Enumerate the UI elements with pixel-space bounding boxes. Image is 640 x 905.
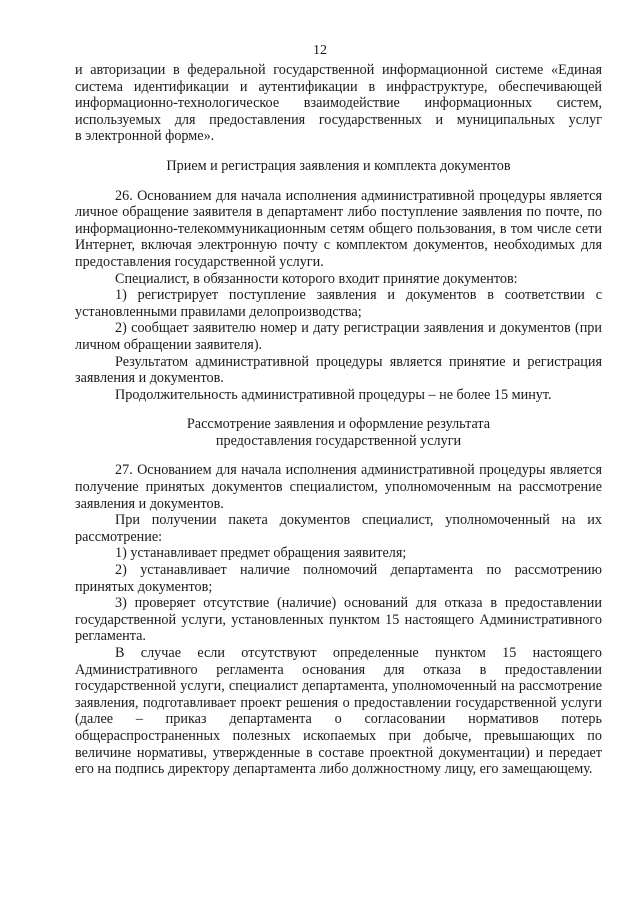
paragraph-26: 26. Основанием для начала исполнения административной процедуры является личное обращение заявителя в департамент либо поступление заявления по почте, по информационно-телекоммуникационным сетям общего пользования, в том числе сети Интернет, включая электронную почту с комплектом документов, необходимых для предоставления государственной услуги. bbox=[75, 187, 602, 270]
list-item-register: 1) регистрирует поступление заявления и документов в соответствии с установленными правилами делопроизводства; bbox=[75, 287, 602, 320]
list-item-authority: 2) устанавливает наличие полномочий департамента по рассмотрению принятых документов; bbox=[75, 562, 602, 595]
section-heading-review-line-2: предоставления государственной услуги bbox=[215, 432, 462, 449]
intro-line-3: информационно-технологическое взаимодействие информационных систем, bbox=[75, 95, 602, 112]
specialist-duties-intro: Специалист, в обязанности которого входит принятие документов: bbox=[115, 270, 518, 287]
section-heading-review-line-1: Рассмотрение заявления и оформление результата bbox=[186, 416, 491, 433]
intro-line-1: и авторизации в федеральной государственной информационной системе «Единая bbox=[75, 62, 602, 78]
paragraph-27: 27. Основанием для начала исполнения административной процедуры является получение принятых документов специалистом, уполномоченным на рассмотрение заявления и документов. bbox=[75, 462, 602, 512]
list-item-subject: 1) устанавливает предмет обращения заявителя; bbox=[115, 545, 407, 562]
procedure-result: Результатом административной процедуры является принятие и регистрация заявления и документов. bbox=[75, 353, 602, 387]
intro-line-5: в электронной форме». bbox=[75, 128, 215, 145]
list-item-grounds-check: 3) проверяет отсутствие (наличие) оснований для отказа в предоставлении государственной услуги, установленных пунктом 15 настоящего Административного регламента. bbox=[75, 595, 602, 645]
procedure-duration: Продолжительность административной процедуры – не более 15 минут. bbox=[115, 386, 552, 403]
document-receipt-intro: При получении пакета документов специалист, уполномоченный на их рассмотрение: bbox=[75, 512, 602, 545]
intro-line-4: используемых для предоставления государственных и муниципальных услуг bbox=[75, 111, 602, 128]
document-body bbox=[75, 62, 602, 778]
intro-line-2: система идентификации и аутентификации в инфраструктуре, обеспечивающей bbox=[75, 78, 602, 95]
paragraph-decision: В случае если отсутствуют определенные пунктом 15 настоящего Административного регламента основания для отказа в предоставлении государственной услуги, специалист департамента, уполномоченный на рассмотрение заявления, подготавливает проект решения о предоставлении государственной услуги (далее – приказ департамента о согласовании нормативов потерь общераспространенных полезных ископаемых при добыче, превышающих по величине нормативы, утвержденные в составе проектной документации) и передает его на подпись директору департамента либо должностному лицу, его замещающему. bbox=[75, 645, 602, 778]
page-number: 12 bbox=[313, 43, 327, 58]
section-heading-reception: Прием и регистрация заявления и комплекта документов bbox=[166, 157, 511, 174]
list-item-inform: 2) сообщает заявителю номер и дату регистрации заявления и документов (при личном обращении заявителя). bbox=[75, 320, 602, 353]
